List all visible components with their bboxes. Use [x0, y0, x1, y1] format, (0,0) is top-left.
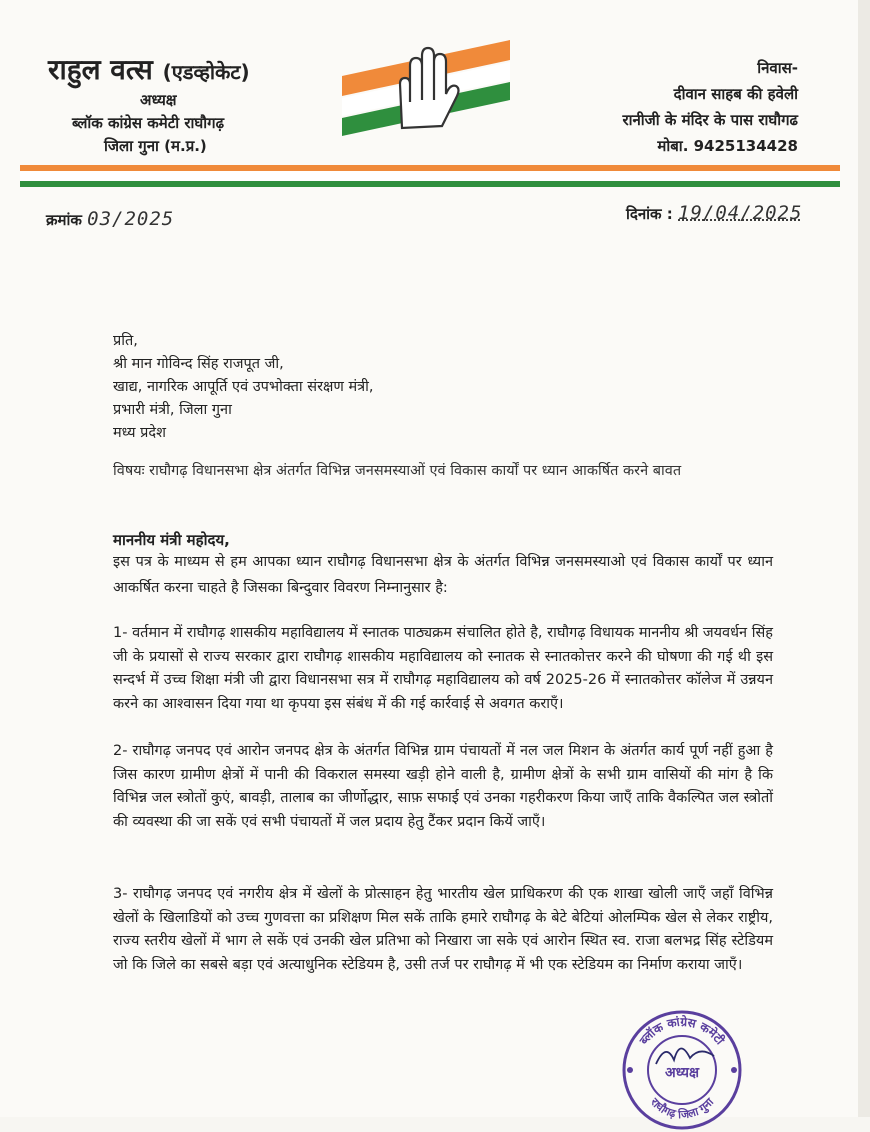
svg-text:राघौगढ़ जिला गुना	[647, 1095, 717, 1122]
point-2-paragraph: 2- राघौगढ़ जनपद एवं आरोन जनपद क्षेत्र के अंतर्गत विभिन्न ग्राम पंचायतों में नल जल मिशन के अंतर्गत कार्य पूर्ण नहीं हुआ है जिस कारण ग्रामीण क्षेत्रों में पानी की विकराल समस्या खड़ी होने वाली है, ग्रामीण क्षेत्रों के सभी ग्राम वासियों की मांग है कि विभिन्न जल स्त्रोतों कुएं, बावड़ी, तालाब का जीर्णोद्धार, साफ़ सफाई एवं उनका गहरीकरण किया जाएँ ताकि वैकल्पित जल स्त्रोतों की व्यवस्था की जा सकें एवं सभी पंचायतों में जल प्रदाय हेतु टैंकर प्रदान कियें जाएँ।	[113, 743, 773, 830]
residence-line2: रानीजी के मंदिर के पास राघौगढ	[622, 111, 798, 129]
seal-bottom-text: राघौगढ़ जिला गुना	[647, 1095, 717, 1122]
date-value: 19/04/2025	[678, 202, 803, 224]
kramank-value: 03/2025	[87, 208, 175, 230]
official-seal-stamp	[620, 1008, 744, 1132]
subject-line: विषयः राघौगढ़ विधानसभा क्षेत्र अंतर्गत विभिन्न जनसमस्याओं एवं विकास कार्यों पर ध्यान आकर्षित करने बावत	[113, 463, 682, 479]
salutation: माननीय मंत्री महोदय,	[113, 531, 230, 549]
reference-number	[46, 208, 174, 230]
signature-icon	[656, 1048, 714, 1064]
intro-paragraph: इस पत्र के माध्यम से हम आपका ध्यान राघौगढ़ विधानसभा क्षेत्र के अंतर्गत विभिन्न जनसमस्याओ एवं विकास कार्यों पर ध्यान आकर्षित करना चाहते है जिसका बिन्दुवार विवरण निम्नानुसार है:	[113, 554, 773, 596]
address-line3: प्रभारी मंत्री, जिला गुना	[113, 402, 232, 418]
committee-name: ब्लॉक कांग्रेस कमेटी राघौगढ़	[72, 114, 225, 132]
congress-hand-logo-icon	[342, 36, 510, 136]
address-line2: खाद्य, नागरिक आपूर्ति एवं उपभोक्ता संरक्षण मंत्री,	[113, 379, 374, 395]
seal-center-text: अध्यक्ष	[664, 1065, 700, 1081]
recipient-address	[113, 330, 374, 445]
district-name: जिला गुना (म.प्र.)	[104, 137, 207, 155]
mobile-number: मोबा. 9425134428	[657, 137, 798, 155]
letterhead-name	[48, 50, 250, 88]
white-band	[20, 171, 840, 181]
designation: अध्यक्ष	[140, 91, 177, 109]
point-3-paragraph: 3- राघौगढ़ जनपद एवं नगरीय क्षेत्र में खेलों के प्रोत्साहन हेतु भारतीय खेल प्राधिकरण की एक शाखा खोली जाएँ जहाँ विभिन्न खेलों के खिलाडियों को उच्च गुणवत्ता का प्रशिक्षण मिल सकें ताकि हमारे राघौगढ़ के बेटे बेटियां ओलम्पिक खेल से लेकर राष्ट्रीय, राज्य स्तरीय खेलों में भाग ले सकें एवं उनकी खेल प्रतिभा को निखारा जा सके एवं आरोन स्थित स्व. राजा बलभद्र सिंह स्टेडियम जो कि जिले का सबसे बड़ा एवं अत्याधुनिक स्टेडियम है, उसी तर्ज पर राघौगढ़ में भी एक स्टेडियम का निर्माण कराया जाएँ।	[113, 886, 773, 973]
green-band	[20, 181, 840, 187]
address-prati: प्रति,	[113, 333, 138, 349]
name-suffix: (एडव्होकेट)	[162, 60, 250, 84]
page-edge	[858, 0, 870, 1117]
kramank-label: क्रमांक	[46, 211, 82, 229]
name-text: राहुल वत्स	[48, 53, 153, 86]
date-label: दिनांक :	[626, 205, 673, 223]
svg-text:ब्लॉक कांग्रेस कमेटी	[636, 1015, 728, 1048]
address-line1: श्री मान गोविन्द सिंह राजपूत जी,	[113, 356, 284, 372]
residence-line1: दीवान साहब की हवेली	[673, 85, 798, 103]
letter-date	[626, 202, 802, 224]
point-1-paragraph: 1- वर्तमान में राघौगढ़ शासकीय महाविद्यालय में स्नातक पाठ्यक्रम संचालित होते है, राघौगढ़ विधायक माननीय श्री जयवर्धन सिंह जी के प्रयासों से राज्य सरकार द्वारा राघौगढ़ शासकीय महाविद्यालय को स्नातक से स्नातकोत्तर करने की घोषणा की गई थी इस सन्दर्भ में उच्च शिक्षा मंत्री जी द्वारा विधानसभा सत्र में राघौगढ़ महाविद्यालय को वर्ष 2025-26 में स्नातकोत्तर कॉलेज में उन्नयन करने का आश्वासन दिया गया था कृपया इस संबंध में की गई कार्रवाई से अवगत कराएँ।	[113, 625, 773, 712]
seal-top-text: ब्लॉक कांग्रेस कमेटी	[636, 1014, 728, 1048]
address-line4: मध्य प्रदेश	[113, 425, 166, 441]
residence-label: निवास-	[757, 59, 798, 77]
